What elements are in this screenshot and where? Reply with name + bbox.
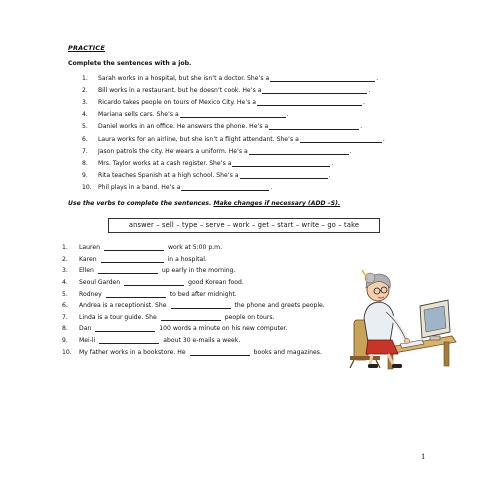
instruction-note: Make changes if necessary (ADD –S). — [213, 200, 341, 207]
answer-blank[interactable] — [300, 136, 382, 143]
item-text: Sarah works in a hospital, but she isn’t a doctor. She’s a — [98, 74, 270, 82]
item-number: 6. — [62, 302, 68, 310]
list-item — [82, 170, 442, 182]
answer-blank[interactable] — [171, 302, 231, 309]
item-text: Rodney — [79, 290, 102, 298]
list-item — [82, 145, 442, 157]
item-end: . — [382, 135, 385, 143]
item-number: 7. — [82, 147, 88, 155]
answer-blank[interactable] — [232, 160, 330, 167]
item-text: Karen — [79, 255, 97, 263]
list-item — [82, 182, 442, 194]
item-number: 4. — [82, 111, 88, 119]
item-number: 5. — [62, 290, 68, 298]
section1-instruction: Complete the sentences with a job. — [68, 60, 192, 67]
item-text: Bill works in a restaurant, but he doesn’t cook. He’s a — [98, 86, 262, 94]
item-end: good Korean food. — [188, 279, 244, 287]
item-number: 10. — [82, 184, 92, 192]
item-end: books and magazines. — [253, 348, 322, 356]
item-number: 7. — [62, 313, 68, 321]
item-end: . — [270, 184, 273, 192]
list-item — [82, 133, 442, 145]
answer-blank[interactable] — [181, 184, 269, 191]
item-number: 6. — [82, 135, 88, 143]
item-number: 3. — [62, 267, 68, 275]
answer-blank[interactable] — [262, 87, 367, 94]
answer-blank[interactable] — [98, 267, 158, 274]
item-text: Mrs. Taylor works at a cash register. She’s a — [98, 159, 232, 167]
item-number: 8. — [62, 325, 68, 333]
list-item — [82, 109, 442, 121]
answer-blank[interactable] — [249, 148, 349, 155]
item-end: the phone and greets people. — [234, 302, 325, 310]
answer-blank[interactable] — [106, 291, 166, 298]
item-number: 1. — [62, 244, 68, 252]
item-end: about 30 e-mails a week. — [163, 337, 241, 345]
item-end: . — [349, 147, 352, 155]
item-text: Andrea is a receptionist. She — [79, 302, 167, 310]
item-number: 8. — [82, 159, 88, 167]
item-text: Lauren — [79, 244, 100, 252]
item-text: Linda is a tour guide. She — [79, 313, 157, 321]
item-end: people on tours. — [224, 313, 275, 321]
item-end: work at 5:00 p.m. — [167, 244, 223, 252]
item-text: Mariana sells cars. She’s a — [98, 111, 179, 119]
answer-blank[interactable] — [270, 75, 375, 82]
instruction-text: Use the verbs to complete the sentences. — [68, 200, 212, 207]
item-end: . — [363, 98, 365, 106]
answer-blank[interactable] — [161, 314, 221, 321]
answer-blank[interactable] — [257, 99, 362, 106]
list-item — [82, 121, 442, 133]
item-number: 1. — [82, 74, 88, 82]
item-text: Ricardo takes people on tours of Mexico City. He’s a — [98, 98, 257, 106]
answer-blank[interactable] — [95, 325, 155, 332]
item-end: . — [360, 123, 363, 131]
item-number: 4. — [62, 279, 68, 287]
item-text: Seoul Garden — [79, 279, 121, 287]
item-number: 9. — [82, 172, 88, 180]
item-end: in a hospital. — [167, 255, 207, 263]
item-end: up early in the morning. — [161, 267, 236, 275]
item-end: . — [368, 86, 371, 94]
item-text: Laura works for an airline, but she isn’t a flight attendant. She’s a — [98, 135, 299, 143]
item-text: My father works in a bookstore. He — [79, 348, 186, 356]
item-text: Daniel works in an office. He answers the phone. He’s a — [98, 123, 269, 131]
item-number: 5. — [82, 123, 88, 131]
item-text: Mei-li — [79, 337, 96, 345]
answer-blank[interactable] — [124, 279, 184, 286]
answer-blank[interactable] — [101, 256, 164, 263]
page-number: 1 — [421, 453, 426, 461]
item-number: 9. — [62, 337, 68, 345]
item-text: Ellen — [79, 267, 94, 275]
list-item — [82, 157, 442, 169]
item-number: 10. — [62, 348, 72, 356]
word-bank: answer – sell – type – serve – work – get – start – write – go – take — [108, 218, 380, 233]
heading-practice: PRACTICE — [68, 44, 106, 52]
list-item — [62, 242, 392, 254]
item-text: Phil plays in a band. He’s a — [98, 184, 181, 192]
answer-blank[interactable] — [104, 244, 164, 251]
section1-list — [82, 72, 442, 194]
answer-blank[interactable] — [269, 123, 359, 130]
item-text: Jason patrols the city. He wears a uniform. He’s a — [98, 147, 248, 155]
item-number: 3. — [82, 98, 88, 106]
item-end: . — [286, 111, 289, 119]
item-end: . — [376, 74, 379, 82]
woman-typing-at-computer-icon — [340, 262, 458, 370]
item-number: 2. — [82, 86, 88, 94]
list-item — [82, 96, 442, 108]
item-end: 100 words a minute on his new computer. — [159, 325, 288, 333]
section2-instruction — [68, 200, 340, 207]
item-end: to bed after midnight. — [169, 290, 237, 298]
item-number: 2. — [62, 255, 68, 263]
item-text: Dan — [79, 325, 92, 333]
answer-blank[interactable] — [190, 349, 250, 356]
answer-blank[interactable] — [240, 172, 328, 179]
item-end: . — [328, 172, 331, 180]
item-text: Rita teaches Spanish at a high school. She’s a — [98, 172, 239, 180]
answer-blank[interactable] — [180, 111, 286, 118]
item-end: . — [331, 159, 334, 167]
answer-blank[interactable] — [99, 337, 159, 344]
list-item — [82, 72, 442, 84]
list-item — [82, 84, 442, 96]
